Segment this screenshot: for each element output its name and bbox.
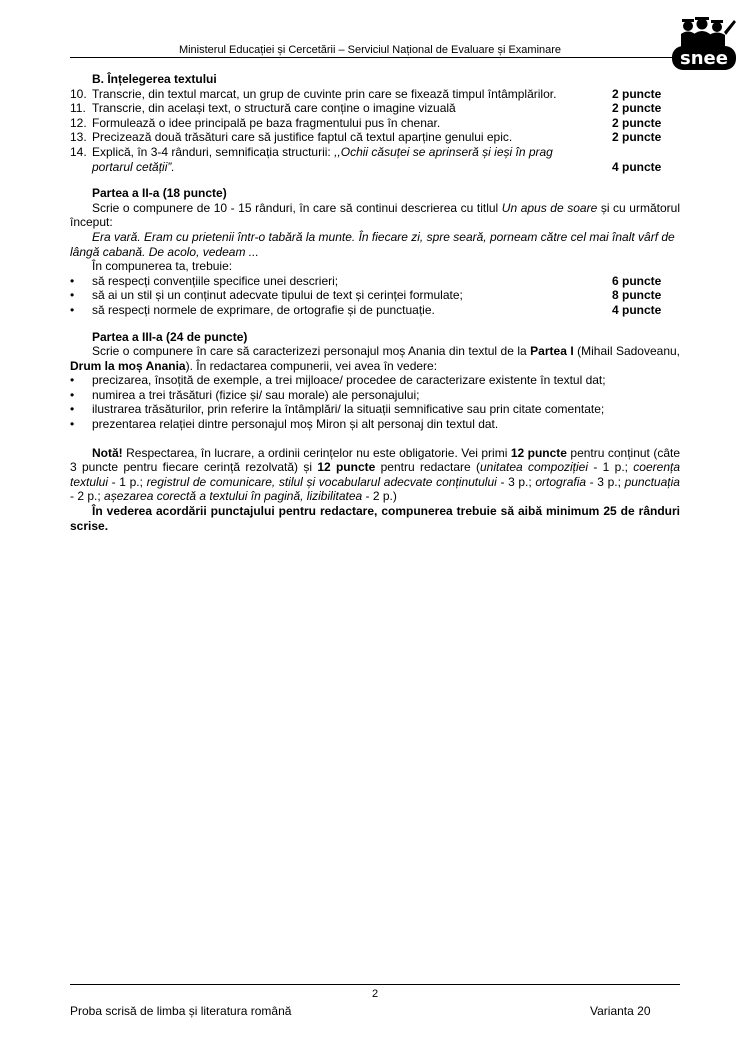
footer-exam-name: Proba scrisă de limba și literatura română bbox=[70, 1004, 292, 1018]
snee-logo bbox=[668, 12, 740, 74]
part3-heading: Partea a III-a (24 de puncte) bbox=[92, 329, 248, 344]
question-points: 2 puncte bbox=[612, 130, 662, 145]
question-text: Formulează o idee principală pe baza fragmentului pus în chenar. bbox=[92, 115, 441, 130]
question-points: 4 puncte bbox=[612, 159, 662, 174]
part2-lead: În compunerea ta, trebuie: bbox=[92, 259, 233, 274]
page-number: 2 bbox=[371, 988, 379, 1000]
question-points: 2 puncte bbox=[612, 115, 662, 130]
list-item: • precizarea, însoțită de exemple, a trei mijloace/ procedee de caracterizare existente în textul dat; bbox=[70, 373, 606, 388]
section-b-heading: B. Înțelegerea textului bbox=[92, 72, 217, 86]
list-item: • să respecți normele de exprimare, de ortografie și de punctuație. 4 puncte bbox=[70, 302, 662, 317]
question-points: 2 puncte bbox=[612, 86, 662, 101]
grading-final-note: În vederea acordării punctajului pentru redactare, compunerea trebuie să aibă minimum 25 de rânduri scrise. bbox=[70, 504, 680, 533]
logo-text: snee bbox=[680, 48, 728, 69]
part3-intro: Scrie o compunere în care să caracterizezi personajul moș Anania din textul de la Partea I (Mihail Sadoveanu, Drum la moș Anania). În redactarea compunerii, vei avea în vedere: bbox=[70, 344, 681, 373]
question-points: 2 puncte bbox=[612, 101, 662, 116]
question-text: Precizează două trăsături care să justifice faptul că textul aparține genului epic. bbox=[92, 130, 513, 145]
question-11: 11. Transcrie, din același text, o structură care conține o imagine vizuală 2 puncte bbox=[70, 101, 680, 116]
list-item: • să respecți convențiile specifice unei descrieri; 6 puncte bbox=[70, 273, 662, 288]
question-13: 13. Precizează două trăsături care să justifice faptul că textul aparține genului epic. 2 puncte bbox=[70, 130, 680, 145]
exam-content bbox=[70, 72, 680, 533]
list-item: • ilustrarea trăsăturilor, prin referire la întâmplări/ la situații semnificative sau prin citate comentate; bbox=[70, 402, 605, 417]
question-14: 14. Explică, în 3-4 rânduri, semnificația structurii: ,,Ochii căsuței se aprinseră și ieși în prag portarul cetății”. 4 puncte bbox=[70, 145, 680, 174]
part2-heading: Partea a II-a (18 puncte) bbox=[92, 186, 227, 201]
question-10: 10. Transcrie, din textul marcat, un grup de cuvinte prin care se fixează timpul întâmplărilor. 2 puncte bbox=[70, 87, 680, 102]
list-item: • prezentarea relației dintre personajul moș Miron și alt personaj din textul dat. bbox=[70, 417, 499, 432]
list-item: • numirea a trei trăsături (fizice și/ sau morale) ale personajului; bbox=[70, 387, 420, 402]
question-12: 12. Formulează o idee principală pe baza fragmentului pus în chenar. 2 puncte bbox=[70, 116, 680, 131]
part2-quote: Era vară. Eram cu prietenii într-o tabără la munte. În fiecare zi, spre seară, porneam către cel mai înalt vârf de lângă cabană. De acolo, vedeam ... bbox=[70, 229, 675, 259]
part2-intro: Scrie o compunere de 10 - 15 rânduri, în care să continui descrierea cu titlul Un apus de soare și cu următorul început: bbox=[70, 200, 680, 230]
header-title: Ministerul Educației și Cercetării – Serviciul Național de Evaluare și Examinare bbox=[178, 44, 562, 56]
question-text: Transcrie, din textul marcat, un grup de cuvinte prin care se fixează timpul întâmplărilor. bbox=[92, 86, 557, 101]
header-divider bbox=[70, 57, 680, 58]
footer-divider bbox=[70, 984, 680, 985]
footer-variant: Varianta 20 bbox=[590, 1004, 651, 1018]
grading-note: Notă! Respectarea, în lucrare, a ordinii cerințelor nu este obligatorie. Vei primi 12 puncte pentru conținut (câte 3 puncte pentru fiecare cerință rezolvată) și 12 puncte pentru redactare (unitatea compoziției - 1 p.; coerența textului - 1 p.; registrul de comunicare, stilul și vocabularul adecvate conținutului - 3 p.; ortografia - 3 p.; punctuația - 2 p.; așezarea corectă a textului în pagină, lizibilitatea - 2 p.) bbox=[70, 445, 681, 504]
question-text: Transcrie, din același text, o structură care conține o imagine vizuală bbox=[92, 101, 456, 116]
list-item: • să ai un stil și un conținut adecvate tipului de text și cerinței formulate; 8 puncte bbox=[70, 288, 662, 303]
